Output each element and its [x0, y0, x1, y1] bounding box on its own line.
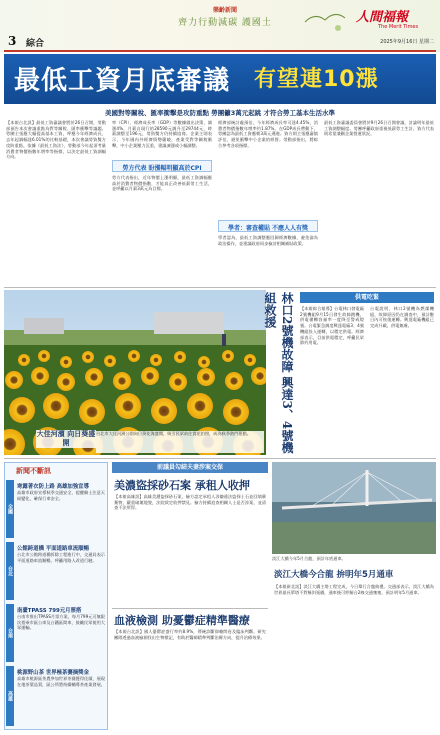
- bird-decoration-icon: [300, 2, 350, 38]
- brief-body: 台南市推出TPASS月票方案，每月799元可無限次搭乘市區公車及台鐵區間車，鼓勵民眾使用大眾運輸。: [17, 614, 105, 631]
- bridge-photo: [272, 462, 436, 554]
- story2-title: 血液檢測 助憂鬱症精準醫療: [114, 614, 250, 627]
- photo-caption-body: 台北市大佳河濱公園向日葵花海盛開，吸引民眾前往賞花拍照，成為秋季熱門景點。: [96, 431, 264, 453]
- headline-second: 有望連10漲: [254, 67, 379, 92]
- sidebox-labor-body: 勞方代表指出，近年物價上漲明顯，最低工資調幅應高於消費者物價指數，才能真正改善低薪勞工生活，並呼籲以月薪3萬元為目標。: [112, 175, 212, 192]
- masthead-slogan: 齊力行動減碳 護國土: [178, 18, 272, 28]
- section-divider: [4, 287, 436, 288]
- lead-column-1: 【本報台北訊】最低工資審議會將於26日召開，勞動部預告本次會議重點為對等關稅、匯率衝擊等議題。勞團主張應大幅提高基本工資，呼應今年經濟成長，去年起調幅達6.01%的比較基礎，本次會議勞資雙方攻防重點。依據《最低工資法》，勞動部今年起須考量消費者物價指數年增率等指標，以決定最低工資調幅方向。: [6, 120, 106, 160]
- story1-title: 美濃盜採砂石案 承租人收押: [114, 479, 250, 492]
- briefs-header: 新聞不斷訊: [16, 467, 51, 475]
- newspaper-logo-english: The Merit Times: [378, 24, 419, 30]
- power-story-body-2: 台電說明，林口2號機為燃煤機組，故障原因仍在調查中，預計數日內可恢復運轉。興達電廠機組已完成升載，供電無虞。: [370, 306, 434, 329]
- brief-body: 台北市公館跨道橋拆除工程進行中，交通局表示平面道路車流順暢，呼籲用路人改道行駛。: [17, 552, 105, 563]
- region-label: 台北: [6, 542, 14, 600]
- lead-column-2: 率（CPI）、經濟成長率（GDP）等數據做出決策，調漲4%，月薪自現行的28590元調升至29744元，時薪調整至196元，勞資雙方仍持續協商。企業主則表示，今年國內外經濟情勢嚴峻，產業受對等關稅衝擊，中小企業壓力沉重，建議凍漲或小幅調整。: [112, 120, 212, 148]
- power-story-body: 【本報綜合報導】台電林口發電廠2號機組9月15日發生故障跳機，供電備轉容量率一度降至警戒燈號。台電緊急調度興達電廠3、4號機組投入運轉，以穩定供電。經濟部表示，目前供電穩定，呼籲民眾節約用電。: [300, 306, 364, 346]
- story2-body: 【本報台北訊】國人憂鬱症盛行率約8.9%，傳統診斷仰賴問卷及臨床判斷。研究團隊透過血液檢測找出生物標記，有助於醫師精準判斷治療方向，提升治療效果。: [114, 629, 266, 640]
- brief-title: 南臺TPASS 799元月票搭: [17, 608, 82, 614]
- bridge-body: 【本報新北訊】淡江大橋主塔工程完成，今日舉行合龍典禮。交通部表示，淡江大橋為世界最長單塔不對稱斜張橋，通車後可紓解台2線交通壅塞，預計明年5月通車。: [274, 584, 434, 595]
- newspaper-logo: 人間福報: [356, 10, 409, 25]
- story-divider: [112, 608, 268, 609]
- masthead-kicker: 樂齡新聞: [212, 7, 237, 14]
- section-divider: [4, 458, 436, 459]
- power-story-vertical-title: 林口2號機故障 興達3、4號機組救援: [263, 292, 294, 454]
- region-label: 台南: [6, 604, 14, 662]
- region-label: 高雄: [6, 666, 14, 726]
- page-number: 3: [8, 34, 17, 48]
- fraud-section-label: 前議員勾結夫妻涉案交保: [112, 462, 268, 473]
- photo-caption-title: 大佳河濱 向日葵盛開: [36, 430, 96, 447]
- section-name: 綜合: [26, 39, 45, 49]
- issue-date: 2025年9月16日 星期二: [380, 39, 434, 45]
- subheadline: 美國對等關稅、匯率衝擊是攻防重點 勞團籲3萬元起跳 才符合勞工基本生活水準: [104, 109, 336, 117]
- lead-column-3: 經濟部統計處預估，今年經濟成長率可達4.45%，消費者物價指數年增率約1.87%。在GDP成長帶動下，勞團認為最低工資應朝3萬元邁進。資方則主張應審慎評估，避免衝擊中小企業的經營。勞動部指出，將綜合參考各項指標。: [218, 120, 318, 148]
- brief-title: 公館跨道橋 平面道路車流順暢: [17, 546, 89, 552]
- brief-body: 高雄市政府宣導秋季交通安全，提醒騎士注意天候變化，確保行車安全。: [17, 490, 105, 501]
- bridge-title: 淡江大橋今合龍 拚明年5月通車: [274, 570, 394, 580]
- brief-body: 高雄市桃源區茶農參加世界茶賽獲得佳績，展現在地茶葉品質，區公所將持續輔導茶產業發展。: [17, 676, 105, 687]
- story1-body: 【本報高雄訊】高雄美濃盜採砂石案，檢方認定承租人涉嫌違法盜採土石並回填廢棄物，嚴重破壞地貌，法院裁定收押禁見。檢方持續追查相關人士是否涉案，並清查不法所得。: [114, 494, 266, 511]
- sidebox-scholar-body: 學者認為，最低工資調整應回歸經濟數據，避免淪為政治操作，並建議政府同步檢討相關補貼政策。: [218, 235, 318, 246]
- bridge-photo-caption: 淡江大橋今年5月合龍，預計年底通車。: [272, 556, 346, 561]
- sidebox-scholar-title: 學者：審查權貼 不應人人有獎: [227, 225, 309, 232]
- region-label: 全國: [6, 480, 14, 538]
- brief-title: 寒露著衣防上路 高雄加強宣導: [17, 484, 89, 490]
- masthead-rule: [4, 50, 436, 52]
- sidebox-labor-title: 勞方代表 盼漲幅明顯高於CPI: [122, 165, 202, 172]
- power-section-label: 供電吃緊: [300, 292, 434, 303]
- lead-column-4: 最低工資審議委員會將於9月26日召開會議，討論明年最低工資調整幅度。勞團呼籲政府重視低薪勞工生計，資方代表則希望兼顧企業營運狀況。: [324, 120, 434, 137]
- brief-title: 桃源野山茶 世界極茶賽摘獎金: [17, 670, 89, 676]
- headline-main: 最低工資月底審議: [14, 66, 231, 96]
